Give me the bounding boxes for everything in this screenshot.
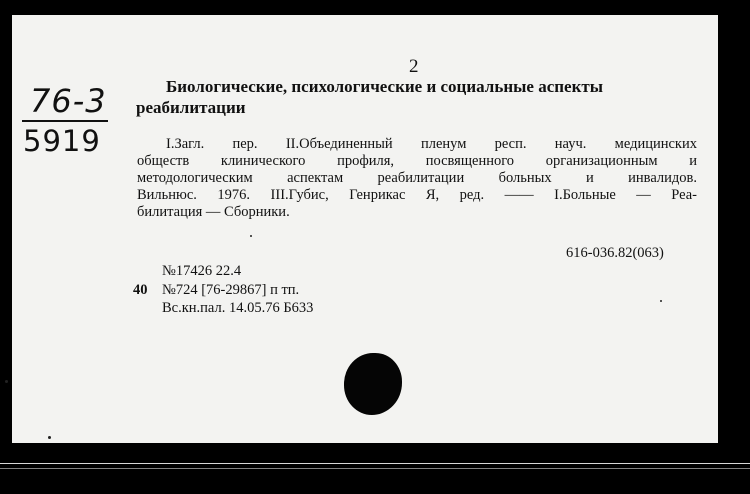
call-number-divider — [22, 120, 108, 122]
registration-number: №17426 22.4 — [162, 263, 242, 279]
call-number-top: 76-3 — [30, 82, 107, 120]
dust-speck — [250, 235, 252, 237]
title-line: Биологические, психологические и социальные аспекты — [166, 77, 603, 96]
scan-line — [0, 468, 750, 469]
description-line: методологическим аспектам реабилитации больных и инвалидов. — [137, 170, 697, 186]
description-line: I.Загл. пер. II.Объединенный пленум респ. науч. медицинских — [166, 136, 697, 152]
bibliographic-description — [137, 136, 697, 221]
title-line: реабилитации — [136, 98, 246, 117]
description-line: Вильнюс. 1976. III.Губис, Генрикас Я, ред. —— I.Больные — Реа- — [137, 187, 697, 203]
scan-line — [0, 463, 750, 464]
chamber-stamp: Вс.кн.пал. 14.05.76 Б633 — [162, 300, 314, 316]
call-number-bottom: 5919 — [23, 124, 101, 158]
description-line: обществ клинического профиля, посвященного организационным и — [137, 153, 697, 169]
order-number: №724 [76-29867] п тп. — [162, 282, 300, 298]
dust-speck — [48, 436, 51, 439]
description-line: билитация — Сборники. — [137, 204, 290, 220]
card-sequence-number: 2 — [409, 56, 419, 77]
dust-speck — [660, 300, 662, 302]
print-run-prefix: 40 — [133, 282, 148, 298]
book-title — [136, 76, 603, 118]
classification-code: 616-036.82(063) — [566, 245, 664, 261]
dust-speck — [5, 380, 8, 383]
